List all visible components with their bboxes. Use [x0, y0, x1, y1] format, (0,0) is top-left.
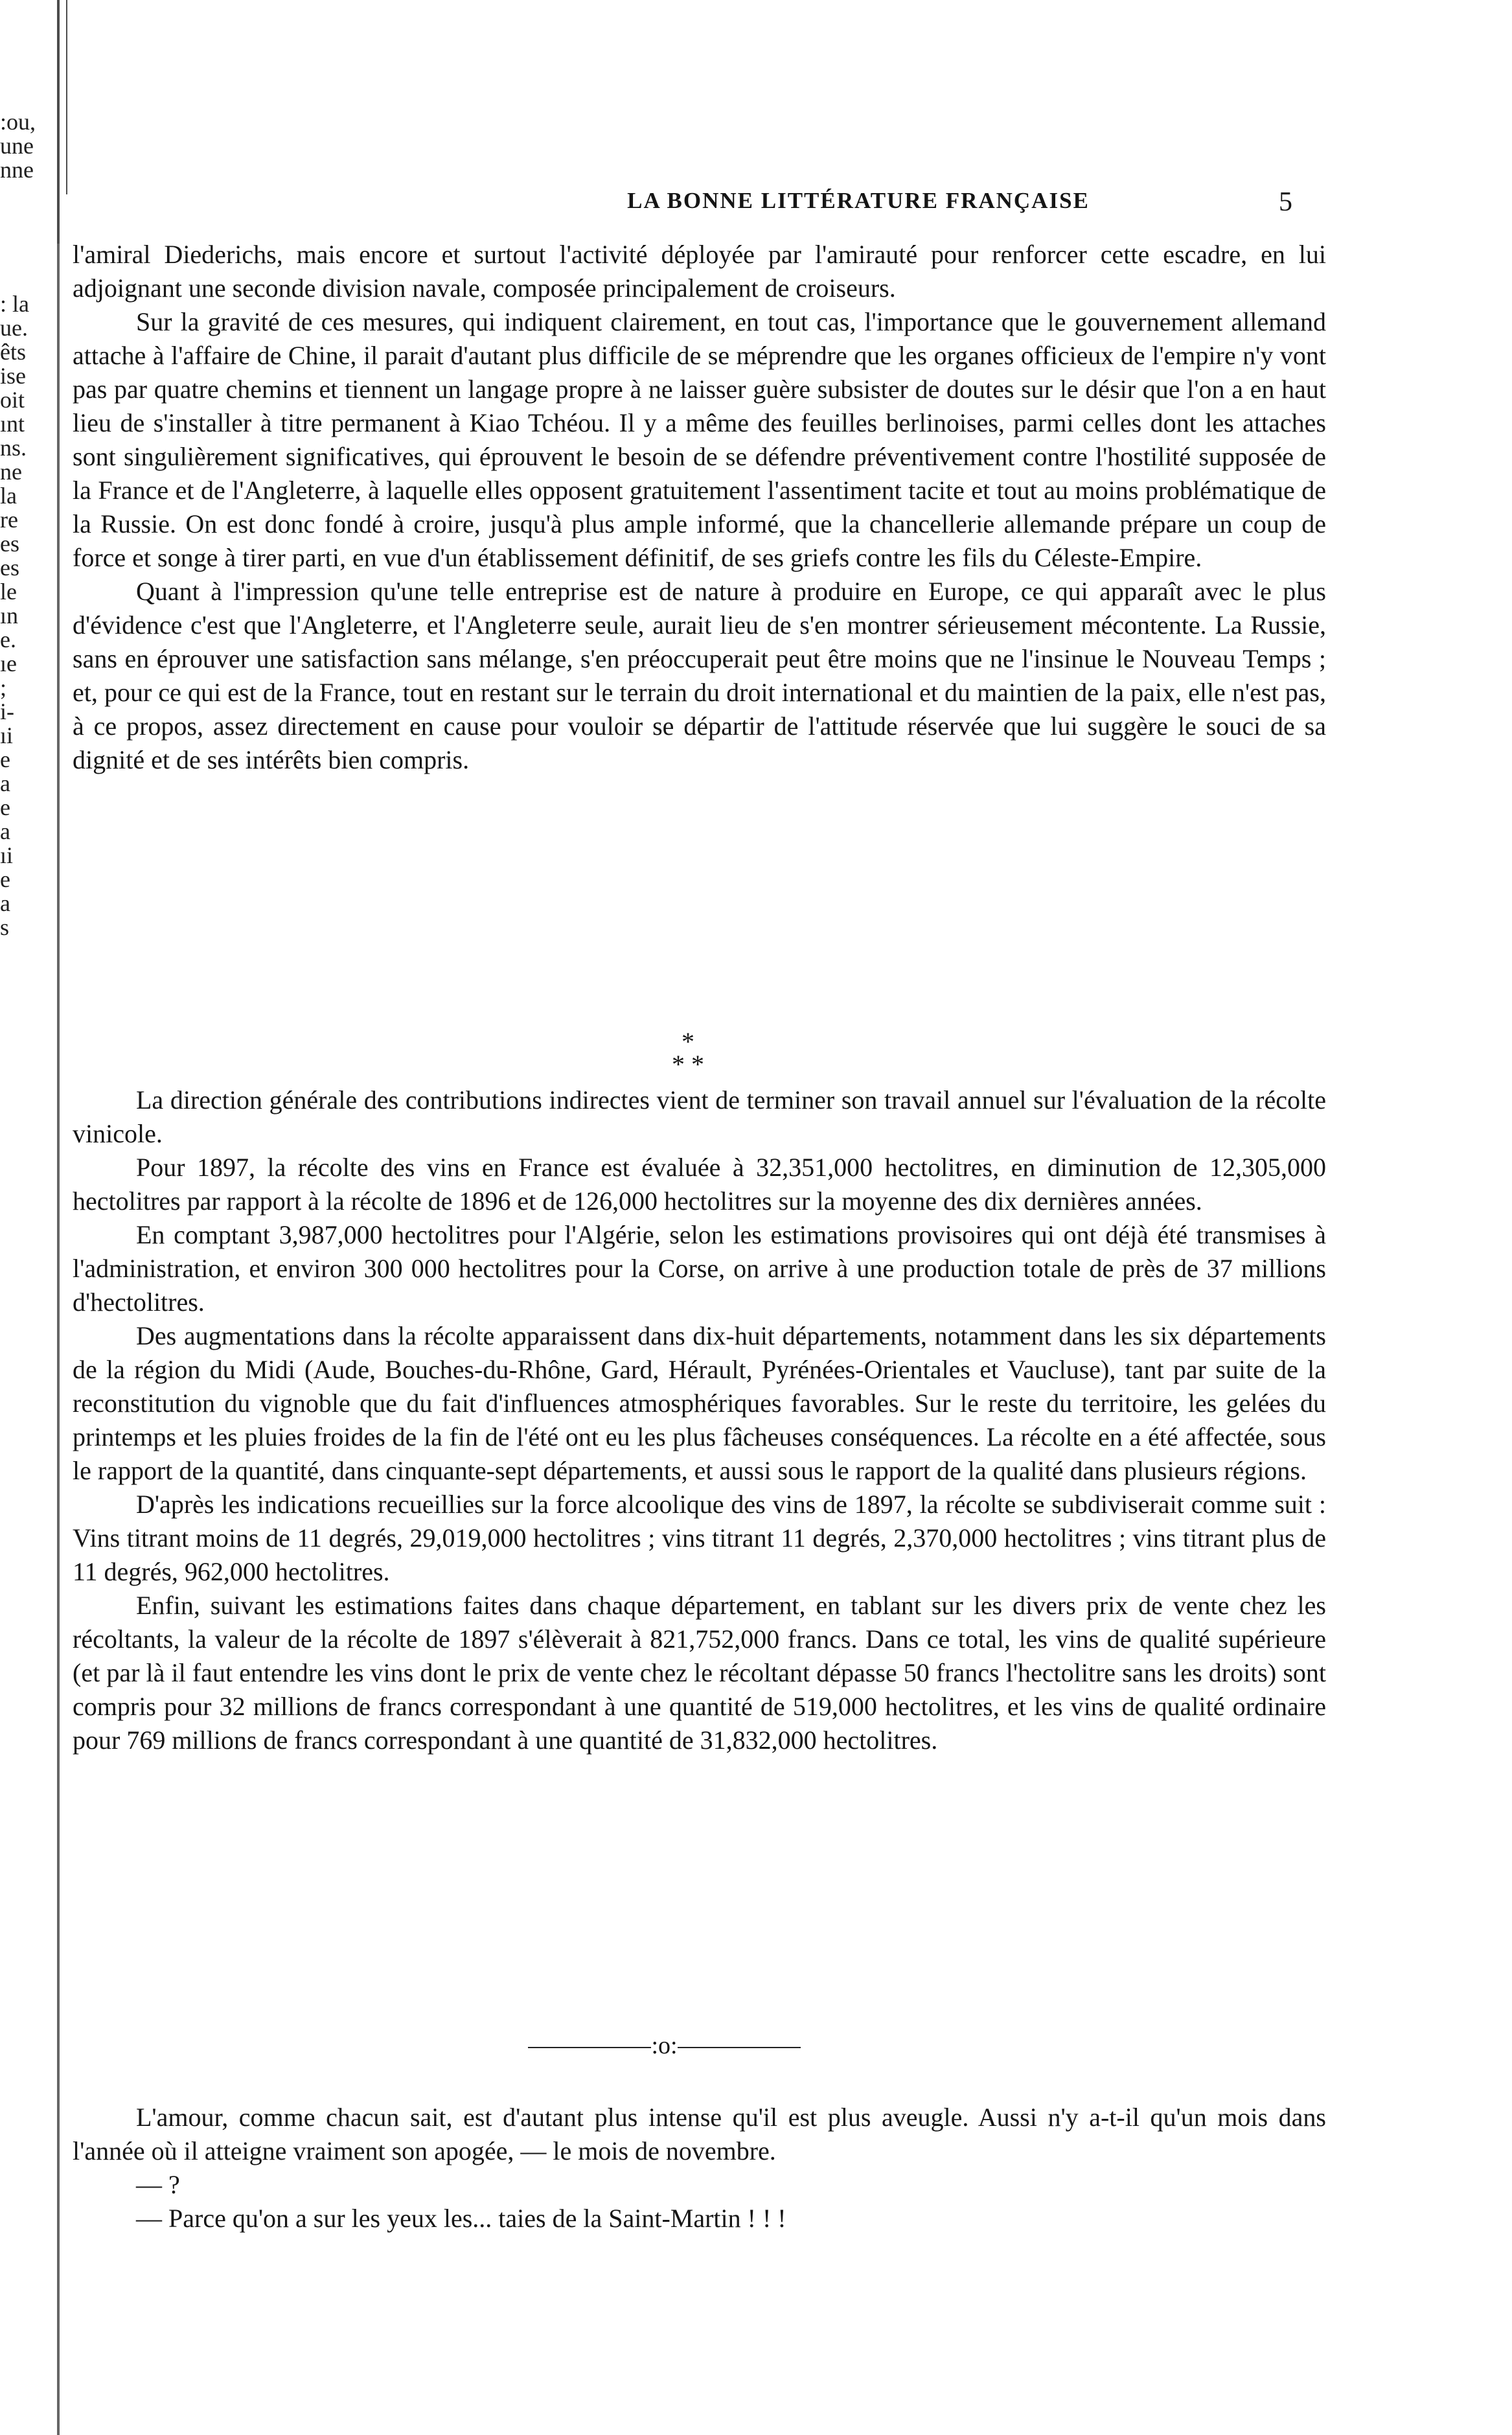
- margin-fragment: a: [0, 770, 10, 796]
- binding-line: [57, 0, 60, 2435]
- separator-label: :o:: [651, 2032, 678, 2059]
- line-separator: [478, 2033, 851, 2059]
- margin-fragment: s: [0, 914, 10, 940]
- paragraph: Quant à l'impression qu'une telle entreprise est de nature à produire en Europe, ce qui apparaît avec le plus d'évidence c'est que l'Angleterre, et l'Angleterre seule, aurait lieu de s'en montrer sérieusement mécontente. La Russie, sans en éprouver une satisfaction sans mélange, s'en préoccuperait peut être moins que ne l'insinue le Nouveau Temps ; et, pour ce qui est de la France, tout en restant sur le terrain du droit international et du maintien de la paix, elle n'est pas, à ce propos, assez directement en cause pour vouloir se départir de l'attitude réservée que lui suggère le souci de sa dignité et de ses intérêts bien compris.: [73, 577, 1326, 774]
- margin-fragment: : la: [0, 291, 29, 317]
- margin-fragment: re: [0, 507, 18, 533]
- page-number: 5: [1279, 187, 1292, 217]
- margin-fragment: êts: [0, 339, 26, 365]
- paragraph: Sur la gravité de ces mesures, qui indiquent clairement, en tout cas, l'importance que le gouvernement allemand attache à l'affaire de Chine, il parait d'autant plus difficile de se méprendre que les organes officieux de l'empire n'y vont pas par quatre chemins et tiennent un langage propre à ne laisser guère subsister de doutes sur le désir que l'on a en haut lieu de s'installer à titre permanent à Kiao Tchéou. Il y a même des feuilles berlinoises, parmi celles dont les attaches sont singulièrement significatives, qui éprouvent le besoin de se défendre préventivement contre l'hostilité supposée de la France et de l'Angleterre, à laquelle elles opposent gratuitement l'assentiment tacite et tout au moins problématique de la Russie. On est donc fondé à croire, jusqu'à plus ample informé, que la chancellerie allemande prépare un coup de force et songe à tirer parti, en vue d'un établissement définitif, de ses griefs contre les fils du Céleste-Empire.: [73, 307, 1326, 572]
- margin-fragment: es: [0, 531, 19, 557]
- paragraph: l'amiral Diederichs, mais encore et surtout l'activité déployée par l'amirauté pour renforcer cette escadre, en lui adjoignant une seconde division navale, composée principalement de croiseurs.: [73, 240, 1326, 303]
- dialogue-line: — Parce qu'on a sur les yeux les... taies de la Saint-Martin ! ! !: [136, 2204, 786, 2233]
- margin-fragment: ue.: [0, 315, 28, 341]
- margin-fragment: ise: [0, 363, 26, 389]
- margin-fragment: oit: [0, 387, 25, 413]
- section-german-china: [73, 238, 1326, 777]
- margin-fragment: i-: [0, 698, 14, 724]
- dialogue-line: — ?: [136, 2170, 180, 2199]
- margin-fragment: une: [0, 133, 34, 159]
- margin-fragment: e: [0, 866, 10, 892]
- paragraph: Des augmentations dans la récolte apparaissent dans dix-huit départements, notamment dans les six départements de la région du Midi (Aude, Bouches-du-Rhône, Gard, Hérault, Pyrénées-Orientales et Vaucluse), tant par suite de la reconstitution du vignoble que du fait d'influences atmosphériques favorables. Sur le reste du territoire, les gelées du printemps et les pluies froides de la fin de l'été ont eu les plus fâcheuses conséquences. La récolte en a été affectée, sous le rapport de la quantité, dans cinquante-sept départements, et aussi sous le rapport de la qualité dans plusieurs régions.: [73, 1321, 1326, 1485]
- margin-fragment: a: [0, 818, 10, 844]
- margin-fragment: es: [0, 555, 19, 581]
- separator-rule-left: [528, 2047, 651, 2048]
- left-margin-fragments: [0, 110, 45, 940]
- margin-fragment: e: [0, 746, 10, 772]
- paragraph: En comptant 3,987,000 hectolitres pour l'Algérie, selon les estimations provisoires qui ont déjà été transmises à l'administration, et environ 300 000 hectolitres pour la Corse, on arrive à une production totale de près de 37 millions d'hectolitres.: [73, 1220, 1326, 1317]
- margin-fragment: ıe: [0, 651, 17, 676]
- paragraph: D'après les indications recueillies sur la force alcoolique des vins de 1897, la récolte se subdiviserait comme suit : Vins titrant moins de 11 degrés, 29,019,000 hectolitres ; vins titrant 11 degrés, 2,370,000 hectolitres ; vins titrant plus de 11 degrés, 962,000 hectolitres.: [73, 1490, 1326, 1586]
- margin-fragment: nne: [0, 157, 34, 183]
- paragraph: Enfin, suivant les estimations faites dans chaque département, en tablant sur les divers prix de vente chez les récoltants, la valeur de la récolte de 1897 s'élèverait à 821,752,000 francs. Dans ce total, les vins de qualité supérieure (et par là il faut entendre les vins dont le prix de vente chez le récoltant dépasse 50 francs l'hectolitre sans les droits) sont compris pour 32 millions de francs correspondant à une quantité de 519,000 hectolitres, et les vins de qualité ordinaire pour 769 millions de francs correspondant à une quantité de 31,832,000 hectolitres.: [73, 1591, 1326, 1755]
- section-wine-harvest: [73, 1083, 1326, 1757]
- margin-fragment: ;: [0, 675, 7, 700]
- paragraph: Pour 1897, la récolte des vins en France est évaluée à 32,351,000 hectolitres, en diminution de 12,305,000 hectolitres par rapport à la récolte de 1896 et de 126,000 hectolitres sur la moyenne des dix dernières années.: [73, 1153, 1326, 1216]
- paragraph: L'amour, comme chacun sait, est d'autant plus intense qu'il est plus aveugle. Aussi n'y a-t-il qu'un mois dans l'année où il atteigne vraiment son apogée, — le mois de novembre.: [73, 2103, 1326, 2165]
- asterism-separator: * * *: [672, 1027, 704, 1079]
- running-title: LA BONNE LITTÉRATURE FRANÇAISE: [627, 188, 1090, 213]
- margin-fragment: e: [0, 794, 10, 820]
- margin-fragment: ınt: [0, 411, 25, 437]
- section-joke: [73, 2101, 1326, 2235]
- paragraph: La direction générale des contributions indirectes vient de terminer son travail annuel sur l'évaluation de la récolte vinicole.: [73, 1085, 1326, 1148]
- margin-fragment: ıi: [0, 722, 14, 748]
- margin-fragment: le: [0, 579, 17, 605]
- binding-line-thin: [66, 0, 67, 194]
- margin-fragment: e.: [0, 627, 16, 652]
- margin-fragment: :ou,: [0, 109, 36, 135]
- margin-fragment: ne: [0, 459, 22, 485]
- margin-fragment: ns.: [0, 435, 27, 461]
- margin-fragment: a: [0, 890, 10, 916]
- margin-fragment: la: [0, 483, 17, 509]
- margin-fragment: ın: [0, 603, 19, 629]
- margin-fragment: ıi: [0, 842, 14, 868]
- separator-rule-right: [678, 2047, 801, 2048]
